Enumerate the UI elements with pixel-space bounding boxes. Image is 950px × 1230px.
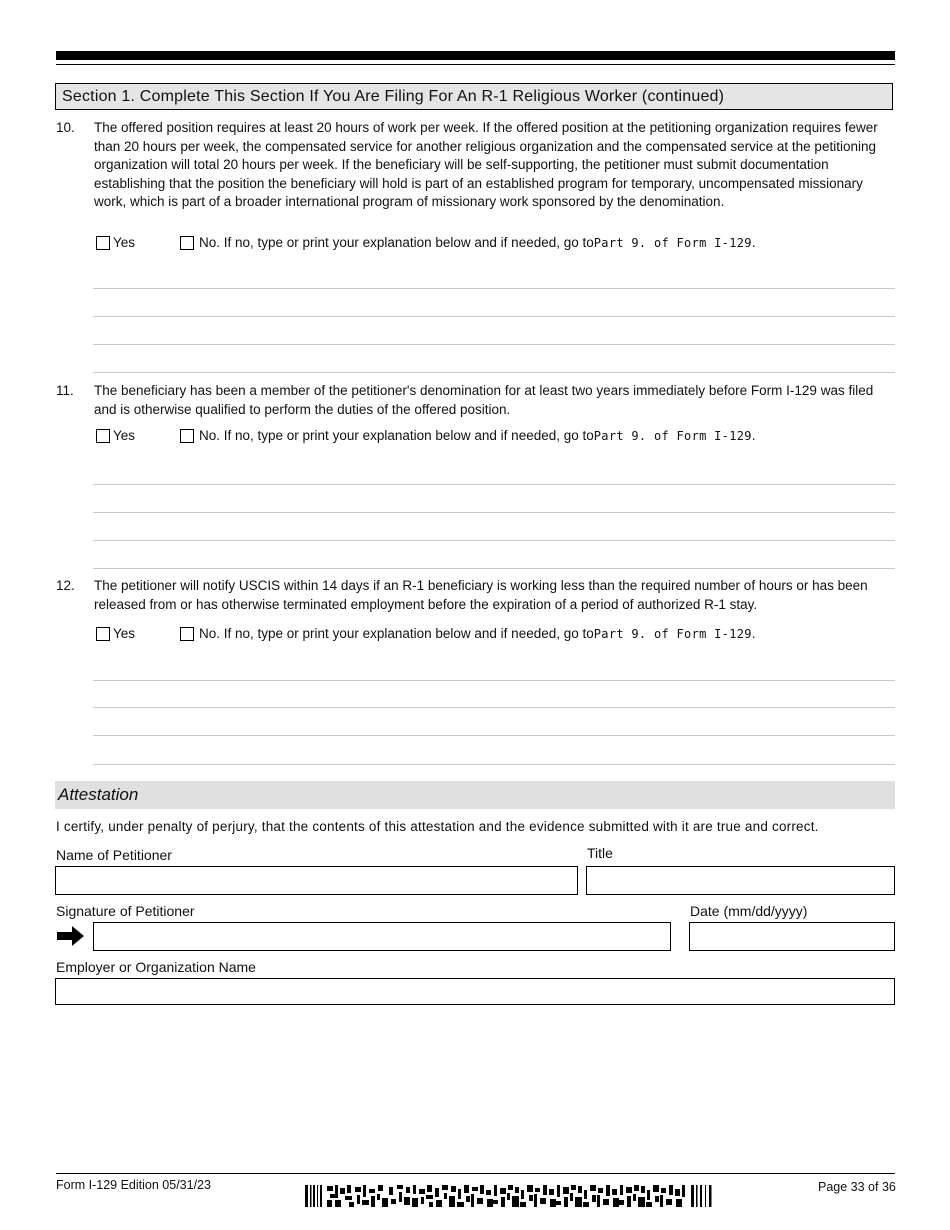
attestation-header: Attestation	[55, 781, 895, 809]
yes-option[interactable]: Yes	[96, 626, 135, 642]
yes-option[interactable]: Yes	[96, 428, 135, 444]
explanation-line[interactable]	[93, 735, 895, 736]
question-text: The offered position requires at least 20 hours of work per week. If the offered position at the petitioning organization requires fewer than 20 hours per week, the compensated service for another religious organization and the compensated service at the petitioning organization will total 20 hours per week. If the beneficiary will be self-supporting, the petitioner must submit documentation establishing that the position the beneficiary will hold is part of an established program for temporary, uncompensated missionary work, which is part of a broader international program of missionary work sponsored by the denomination.	[94, 120, 878, 209]
date-label: Date (mm/dd/yyyy)	[690, 903, 808, 919]
yes-checkbox[interactable]	[96, 627, 110, 641]
no-checkbox[interactable]	[180, 627, 194, 641]
name-of-petitioner-field[interactable]	[55, 866, 578, 895]
question-number: 12.	[56, 578, 75, 593]
no-option[interactable]: No. If no, type or print your explanation below and if needed, go to Part 9. of Form I-129 .	[180, 428, 756, 444]
no-checkbox[interactable]	[180, 429, 194, 443]
yes-checkbox[interactable]	[96, 236, 110, 250]
explanation-line[interactable]	[93, 288, 895, 289]
part-reference: Part 9. of Form I-129	[593, 627, 752, 641]
no-checkbox[interactable]	[180, 236, 194, 250]
yes-checkbox[interactable]	[96, 429, 110, 443]
explanation-line[interactable]	[93, 372, 895, 373]
question-text: The beneficiary has been a member of the petitioner's denomination for at least two years immediately before Form I-129 was filed and is otherwise qualified to perform the duties of the offered position.	[94, 383, 874, 417]
barcode-icon	[305, 1185, 713, 1207]
certification-statement: I certify, under penalty of perjury, that the contents of this attestation and the evidence submitted with it are true and correct.	[56, 819, 819, 834]
explanation-line[interactable]	[93, 764, 895, 765]
title-label: Title	[587, 845, 613, 861]
employer-label: Employer or Organization Name	[56, 959, 256, 975]
explanation-line[interactable]	[93, 512, 895, 513]
section-header: Section 1. Complete This Section If You Are Filing For An R-1 Religious Worker (continued)	[55, 83, 893, 110]
name-of-petitioner-label: Name of Petitioner	[56, 847, 172, 863]
question-text: The petitioner will notify USCIS within 14 days if an R-1 beneficiary is working less than the required number of hours or has been released from or has otherwise terminated employment before the expiration of a period of authorized R-1 stay.	[94, 578, 868, 612]
date-field[interactable]	[689, 922, 895, 951]
question-number: 10.	[56, 120, 75, 135]
yes-option[interactable]: Yes	[96, 235, 135, 251]
explanation-line[interactable]	[93, 484, 895, 485]
no-option[interactable]: No. If no, type or print your explanation below and if needed, go to Part 9. of Form I-129 .	[180, 626, 756, 642]
question-number: 11.	[56, 383, 74, 398]
page-number: Page 33 of 36	[818, 1180, 896, 1194]
arrow-right-icon	[57, 926, 85, 946]
signature-field[interactable]	[93, 922, 671, 951]
no-option[interactable]: No. If no, type or print your explanation below and if needed, go to Part 9. of Form I-129 .	[180, 235, 756, 251]
form-edition: Form I-129 Edition 05/31/23	[56, 1178, 211, 1192]
explanation-line[interactable]	[93, 680, 895, 681]
title-field[interactable]	[586, 866, 895, 895]
footer-rule	[56, 1173, 895, 1174]
explanation-line[interactable]	[93, 568, 895, 569]
explanation-line[interactable]	[93, 540, 895, 541]
top-rule-thin	[56, 64, 895, 65]
employer-field[interactable]	[55, 978, 895, 1005]
part-reference: Part 9. of Form I-129	[593, 429, 752, 443]
explanation-line[interactable]	[93, 344, 895, 345]
top-rule-thick	[56, 51, 895, 60]
part-reference: Part 9. of Form I-129	[593, 236, 752, 250]
explanation-line[interactable]	[93, 707, 895, 708]
signature-label: Signature of Petitioner	[56, 903, 195, 919]
explanation-line[interactable]	[93, 316, 895, 317]
